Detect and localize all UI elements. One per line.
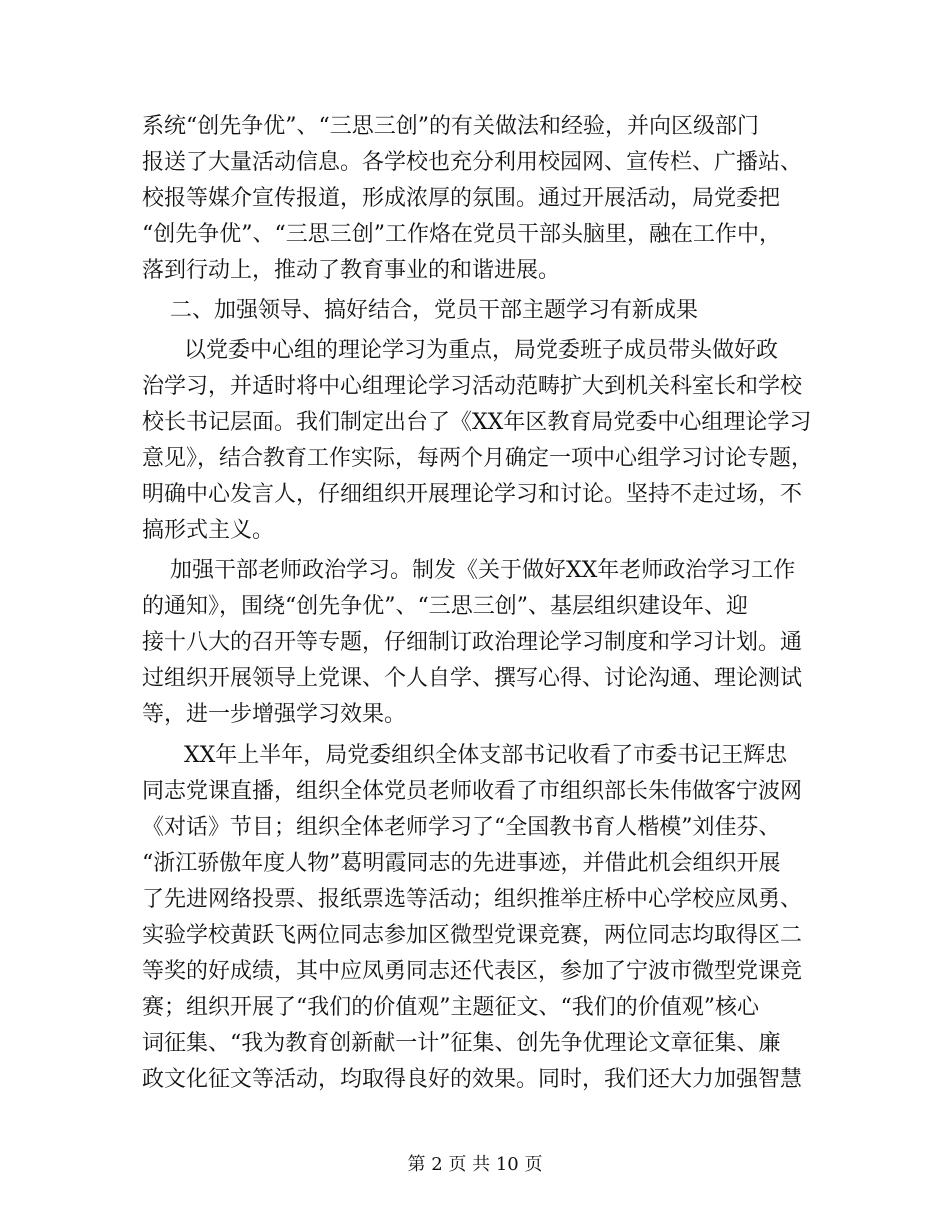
text-line: 词征集、“我为教育创新献一计”征集、创先争优理论文章征集、廉 [142,1031,781,1056]
text-line: 校长书记层面。我们制定出台了《XX年区教育局党委中心组理论学习 [142,410,812,435]
text-line: 接十八大的召开等专题，仔细制订政治理论学习制度和学习计划。通 [142,630,803,655]
text-line: 《对话》节目；组织全体老师学习了“全国教书育人楷模”刘佳芬、 [142,815,781,840]
text-line: 过组织开展领导上党课、个人自学、撰写心得、讨论沟通、理论测试 [142,666,803,691]
text-line: 等奖的好成绩，其中应凤勇同志还代表区，参加了宁波市微型党课竞 [142,959,803,984]
section-heading: 二、加强领导、搞好结合，党员干部主题学习有新成果 [142,298,698,323]
text-line: 赛；组织开展了“我们的价值观”主题征文、“我们的价值观”核心 [142,995,759,1020]
page-number-footer: 第 2 页 共 10 页 [407,1154,543,1175]
text-line: 以党委中心组的理论学习为重点，局党委班子成员带头做好政 [142,338,778,363]
text-line: 落到行动上，推动了教育事业的和谐进展。 [142,258,561,283]
text-line: 加强干部老师政治学习。制发《关于做好XX年老师政治学习工作 [142,558,796,583]
text-line: 等，进一步增强学习效果。 [142,702,407,727]
text-line: “浙江骄傲年度人物”葛明霞同志的先进事迹，并借此机会组织开展 [142,851,781,876]
text-line: 意见》，结合教育工作实际，每两个月确定一项中心组学习讨论专题， [142,446,814,471]
text-line: 报送了大量活动信息。各学校也充分利用校园网、宣传栏、广播站、 [142,150,803,175]
text-line: 的通知》，围绕“创先争优”、“三思三创”、基层组织建设年、迎 [142,594,748,619]
text-line: 明确中心发言人，仔细组织开展理论学习和讨论。坚持不走过场，不 [142,482,803,507]
text-line: XX年上半年，局党委组织全体支部书记收看了市委书记王辉忠 [142,743,788,768]
text-line: 治学习，并适时将中心组理论学习活动范畴扩大到机关科室长和学校 [142,374,803,399]
text-line: 系统“创先争优”、“三思三创”的有关做法和经验，并向区级部门 [142,114,759,139]
text-line: 校报等媒介宣传报道，形成浓厚的氛围。通过开展活动，局党委把 [142,186,781,211]
text-line: 同志党课直播，组织全体党员老师收看了市组织部长朱伟做客宁波网 [142,779,803,804]
text-line: 实验学校黄跃飞两位同志参加区微型党课竞赛，两位同志均取得区二 [142,923,803,948]
text-line: 政文化征文等活动，均取得良好的效果。同时，我们还大力加强智慧 [142,1067,803,1092]
text-line: 搞形式主义。 [142,518,275,543]
text-line: “创先争优”、“三思三创”工作烙在党员干部头脑里，融在工作中， [142,222,781,247]
text-line: 了先进网络投票、报纸票选等活动；组织推举庄桥中心学校应凤勇、 [142,887,803,912]
